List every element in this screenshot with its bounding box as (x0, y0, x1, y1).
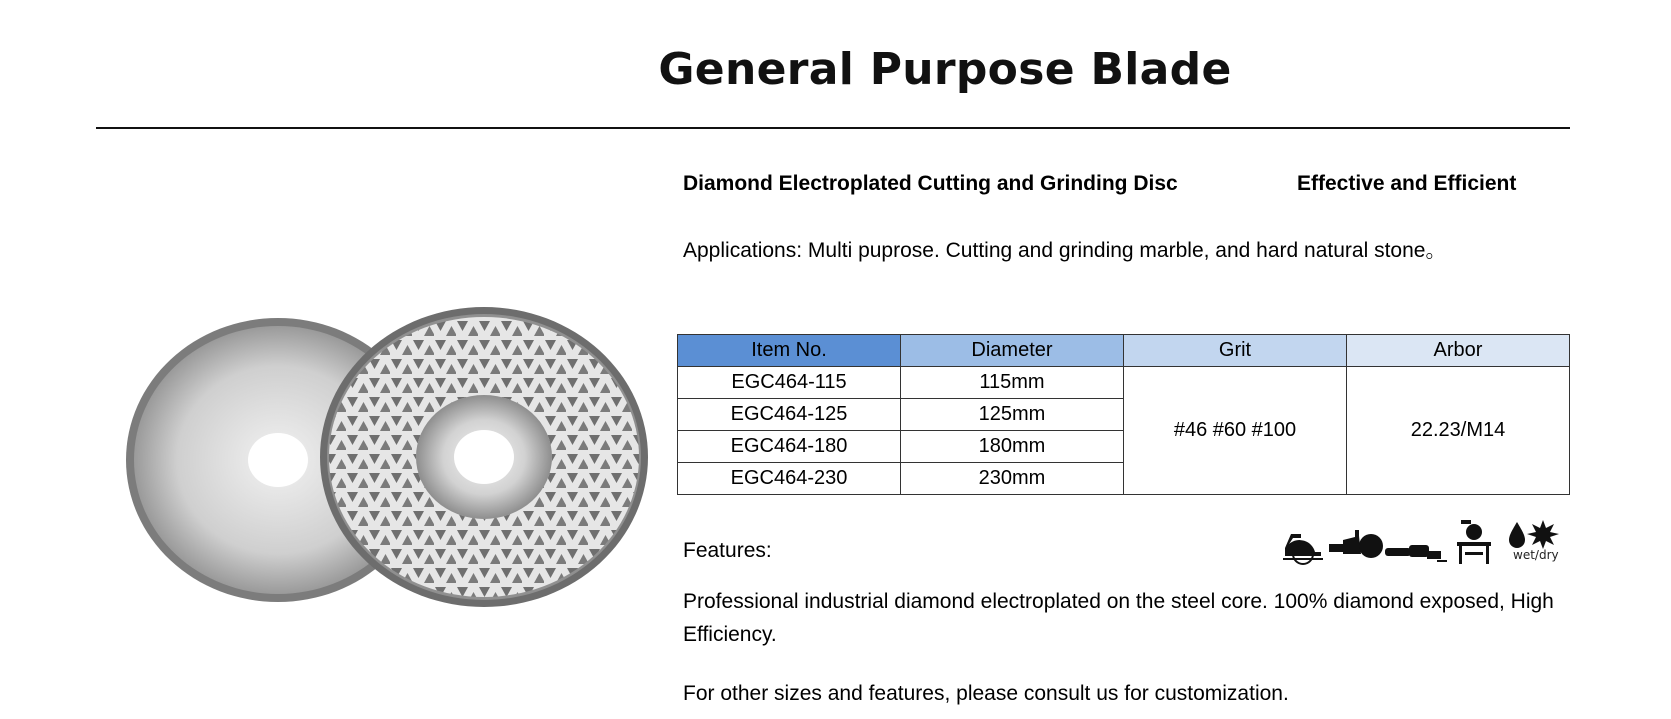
header-grit: Grit (1124, 335, 1347, 367)
item-no-cell: EGC464-125 (678, 399, 901, 431)
patterned-disc (104, 300, 664, 640)
header-arbor: Arbor (1347, 335, 1570, 367)
table-saw-icon (1457, 520, 1491, 564)
wet-dry-label: wet/dry (1513, 548, 1559, 562)
product-tagline: Effective and Efficient (1297, 172, 1517, 195)
table-row (678, 367, 1570, 399)
applications-text: Applications: Multi puprose. Cutting and grinding marble, and hard natural stone。 (683, 239, 1447, 262)
product-image (104, 300, 664, 640)
diameter-cell: 125mm (901, 399, 1124, 431)
product-name: Diamond Electroplated Cutting and Grinding Disc (683, 172, 1178, 195)
spec-table-header-row (678, 335, 1570, 367)
wet-dry-icon (1509, 520, 1559, 549)
header-diameter: Diameter (901, 335, 1124, 367)
features-label: Features: (683, 539, 772, 562)
item-no-cell: EGC464-115 (678, 367, 901, 399)
arbor-cell: 22.23/M14 (1347, 367, 1570, 495)
header-item-no: Item No. (678, 335, 901, 367)
spec-table (677, 334, 1570, 495)
grit-cell: #46 #60 #100 (1124, 367, 1347, 495)
item-no-cell: EGC464-180 (678, 431, 901, 463)
diameter-cell: 115mm (901, 367, 1124, 399)
diameter-cell: 180mm (901, 431, 1124, 463)
title-divider (96, 127, 1570, 129)
circular-saw-icon (1283, 534, 1323, 564)
customization-note: For other sizes and features, please consult us for customization. (683, 682, 1289, 705)
diameter-cell: 230mm (901, 463, 1124, 495)
cut-off-saw-icon (1329, 530, 1383, 558)
page-title: General Purpose Blade (658, 44, 1232, 95)
item-no-cell: EGC464-230 (678, 463, 901, 495)
angle-grinder-icon (1385, 545, 1447, 562)
features-text: Professional industrial diamond electroplated on the steel core. 100% diamond exposed, High Efficiency. (683, 590, 1554, 646)
